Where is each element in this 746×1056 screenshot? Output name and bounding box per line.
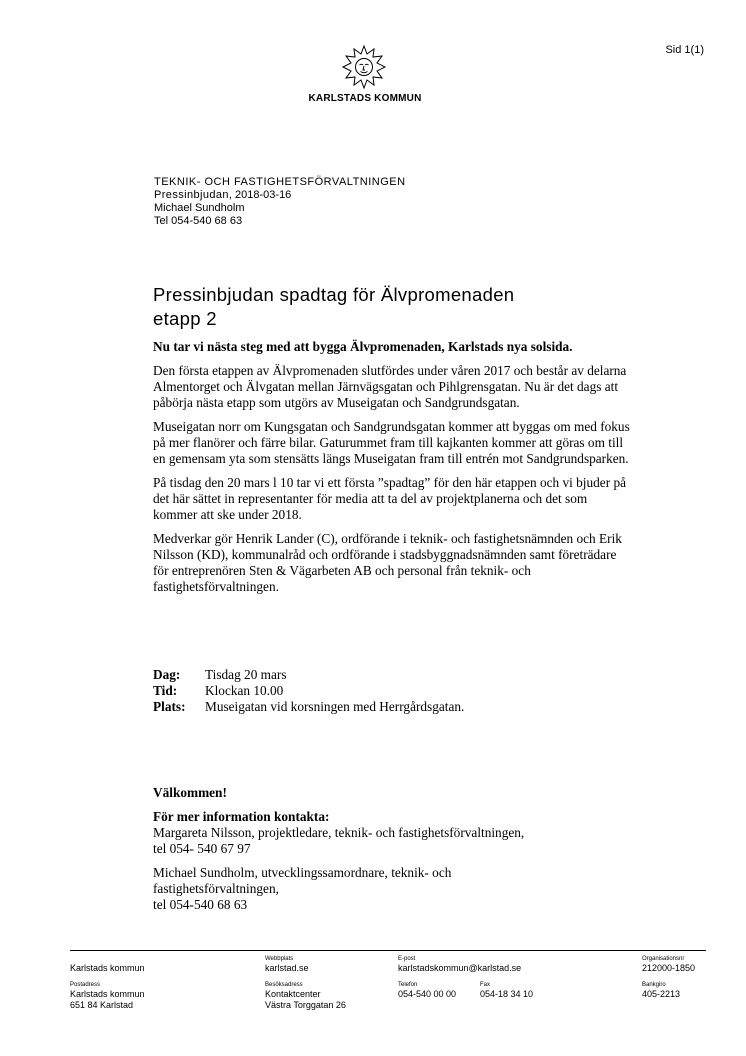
department: TEKNIK- OCH FASTIGHETSFÖRVALTNINGEN: [154, 176, 406, 188]
contact-1-line-1: Margareta Nilsson, projektledare, teknik- och fastighetsförvaltningen,: [153, 825, 525, 840]
footer-web-label: Webbplats: [265, 956, 294, 962]
organization-name: KARLSTADS KOMMUN: [308, 93, 422, 104]
sun-face-icon: [340, 44, 388, 90]
footer-name: Karlstads kommun: [70, 963, 145, 973]
sender-phone: Tel 054-540 68 63: [154, 215, 243, 227]
headline: [153, 283, 593, 331]
footer-visit-label: Besöksadress: [265, 982, 303, 988]
doc-type: Pressinbjudan: [154, 189, 229, 201]
welcome-text: Välkommen!: [153, 785, 227, 800]
event-details: [153, 667, 464, 715]
detail-label: Dag:: [153, 667, 181, 682]
footer-post: [70, 981, 145, 1011]
footer-email-value: karlstadskommun@karlstad.se: [398, 963, 522, 973]
detail-row-day: [153, 667, 464, 683]
footer-phone: [398, 981, 456, 1000]
contact-2-line-2: fastighetsförvaltningen,: [153, 881, 279, 896]
contact-heading: För mer information kontakta:: [153, 809, 330, 824]
headline-line-1: Pressinbjudan spadtag för Älvpromenaden: [153, 284, 515, 305]
footer-orgnr: [642, 955, 695, 974]
closing-block: [153, 785, 623, 921]
detail-row-place: [153, 699, 464, 715]
detail-label: Plats:: [153, 699, 186, 714]
footer-web: [265, 955, 309, 974]
footer-post-label: Postadress: [70, 982, 101, 988]
page-number: Sid 1(1): [665, 44, 704, 56]
lead-paragraph: Nu tar vi nästa steg med att bygga Älvpromenaden, Karlstads nya solsida.: [153, 339, 573, 354]
body-text: [153, 339, 633, 603]
footer-visit-line-2: Västra Torggatan 26: [265, 1000, 346, 1010]
headline-line-2: etapp 2: [153, 308, 217, 329]
detail-value: Museigatan vid korsningen med Herrgårdsgatan.: [205, 699, 465, 714]
footer-visit-line-1: Kontaktcenter: [265, 989, 321, 999]
footer-fax-value: 054-18 34 10: [480, 989, 534, 999]
contact-1-line-2: tel 054- 540 67 97: [153, 841, 251, 856]
detail-value: Tisdag 20 mars: [205, 667, 287, 682]
footer-email: [398, 955, 521, 974]
detail-label: Tid:: [153, 683, 178, 698]
footer-fax-label: Fax: [480, 982, 491, 988]
footer-orgnr-label: Organisationsnr: [642, 956, 685, 962]
detail-row-time: [153, 683, 464, 699]
footer-post-line-2: 651 84 Karlstad: [70, 1000, 134, 1010]
paragraph-4: Medverkar gör Henrik Lander (C), ordförande i teknik- och fastighetsnämnden och Erik Nilsson (KD), kommunalråd och ordförande i stadsbyggnadsnämnden samt företrädare för entreprenören Sten & Vägarbeten AB och personal från teknik- och fastighetsförvaltningen.: [153, 531, 622, 594]
footer-bankgiro-label: Bankgiro: [642, 982, 666, 988]
footer-phone-label: Telefon: [398, 982, 418, 988]
footer-bankgiro: [642, 981, 680, 1000]
footer-web-value: karlstad.se: [265, 963, 309, 973]
sender-block: [154, 176, 406, 228]
paragraph-3: På tisdag den 20 mars l 10 tar vi ett första ”spadtag” för den här etappen och vi bjuder på det här sättet in representanter för media att ta del av projektplanerna och det som kommer att ske under 2018.: [153, 475, 626, 522]
footer-email-label: E-post: [398, 956, 416, 962]
detail-value: Klockan 10.00: [205, 683, 284, 698]
footer-bankgiro-value: 405-2213: [642, 989, 681, 999]
sender-name: Michael Sundholm: [154, 202, 245, 214]
footer-post-line-1: Karlstads kommun: [70, 989, 145, 999]
footer-divider: [70, 950, 706, 951]
footer-visit: [265, 981, 346, 1011]
paragraph-1: Den första etappen av Älvpromenaden slutfördes under våren 2017 och består av delarna Almentorget och Älvgatan mellan Järnvägsgatan och Pihlgrensgatan. Nu är det dags att påbörja nästa etapp som utgörs av Museigatan och Sandgrundsgatan.: [153, 363, 627, 410]
footer-fax: [480, 981, 533, 1000]
footer-orgnr-value: 212000-1850: [642, 963, 696, 973]
contact-2-line-3: tel 054-540 68 63: [153, 897, 248, 912]
paragraph-2: Museigatan norr om Kungsgatan och Sandgrundsgatan kommer att byggas om med fokus på mer flanörer och färre bilar. Gaturummet fram till kajkanten kommer att göras om till en gemensam yta som stensätts längs Museigatan fram till entrén mot Sandgrundsparken.: [153, 419, 630, 466]
doc-date: , 2018-03-16: [228, 189, 292, 201]
contact-2-line-1: Michael Sundholm, utvecklingssamordnare, teknik- och: [153, 865, 452, 880]
footer-phone-value: 054-540 00 00: [398, 989, 457, 999]
